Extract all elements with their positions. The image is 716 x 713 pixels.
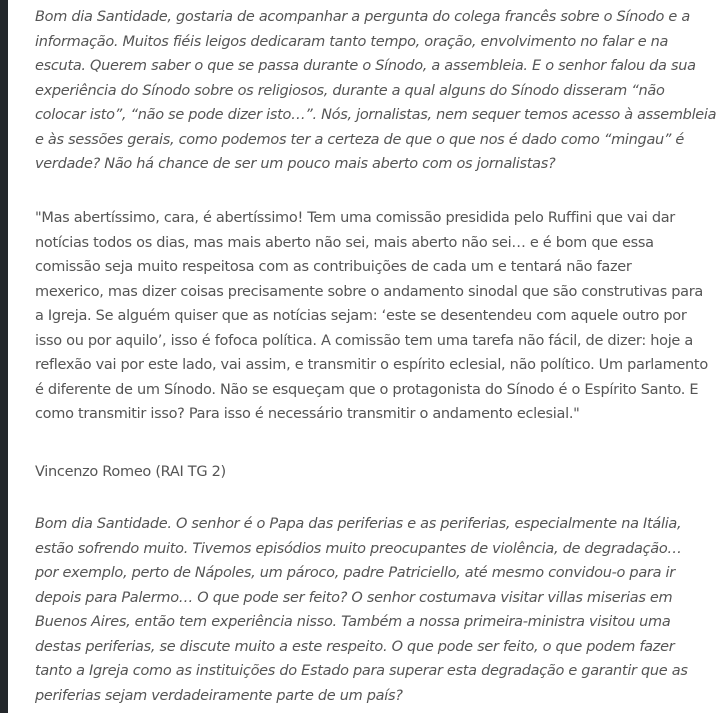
left-sidebar-bar	[0, 0, 8, 713]
speaker-name	[35, 460, 226, 485]
text-line: colocar isto”, “não se pode dizer isto…”. Nós, jornalistas, nem sequer temos acesso à assembleia	[35, 107, 716, 123]
text-line: reflexão vai por este lado, vai assim, e transmitir o espírito eclesial, não político. Um parlamento	[35, 357, 708, 373]
text-line: estão sofrendo muito. Tivemos episódios muito preocupantes de violência, de degradação…	[35, 540, 682, 557]
text-line: Bom dia Santidade. O senhor é o Papa das periferias e as periferias, especialmente na Itália,	[35, 516, 682, 532]
text-line: é diferente de um Sínodo. Não se esqueçam que o protagonista do Sínodo é o Espírito Santo. E	[35, 381, 699, 398]
text-line: comissão seja muito respeitosa com as contribuições de cada um e tentará não fazer	[35, 259, 632, 275]
text-line: depois para Palermo… O que pode ser feito? O senhor costumava visitar villas miserias em	[35, 589, 673, 606]
text-line: e às sessões gerais, como podemos ter a certeza de que o que nos é dado como “mingau” é	[35, 131, 685, 148]
text-line: Bom dia Santidade, gostaria de acompanhar a pergunta do colega francês sobre o Sínodo e a	[35, 9, 690, 25]
text-line: por exemplo, perto de Nápoles, um pároco, padre Patriciello, até mesmo convidou-o para ir	[35, 565, 675, 581]
text-line: destas periferias, se discute muito a este respeito. O que pode ser feito, o que podem fazer	[35, 638, 675, 655]
speaker-name-text: Vincenzo Romeo (RAI TG 2)	[35, 464, 226, 480]
text-line: Buenos Aires, então tem experiência nisso. Também a nossa primeira-ministra visitou uma	[35, 614, 671, 630]
text-line: como transmitir isso? Para isso é necessário transmitir o andamento eclesial."	[35, 406, 580, 422]
text-line: a Igreja. Se alguém quiser que as notícias sejam: ‘este se desentendeu com aquele outro por	[35, 308, 687, 324]
text-line: notícias todos os dias, mas mais aberto não sei, mais aberto não sei… e é bom que essa	[35, 234, 654, 251]
text-line: mexerico, mas dizer coisas precisamente sobre o andamento sinodal que são construtivas para	[35, 283, 704, 300]
question-paragraph-1	[35, 5, 716, 177]
text-line: isso ou por aquilo’, isso é fofoca política. A comissão tem uma tarefa não fácil, de dizer: hoje a	[35, 332, 693, 349]
text-line: escuta. Querem saber o que se passa durante o Sínodo, a assembleia. E o senhor falou da sua	[35, 58, 696, 74]
text-line: tanto a Igreja como as instituições do Estado para superar esta degradação e garantir que as	[35, 663, 688, 679]
text-line: "Mas abertíssimo, cara, é abertíssimo! Tem uma comissão presidida pelo Ruffini que vai dar	[35, 210, 675, 226]
text-line: experiência do Sínodo sobre os religiosos, durante a qual alguns do Sínodo disseram “não	[35, 82, 665, 99]
question-paragraph-2	[35, 512, 688, 708]
text-line: periferias sejam verdadeiramente parte de um país?	[35, 687, 403, 704]
text-line: informação. Muitos fiéis leigos dedicaram tanto tempo, oração, envolvimento no falar e na	[35, 33, 669, 50]
answer-paragraph-1	[35, 206, 708, 427]
text-line: verdade? Não há chance de ser um pouco mais aberto com os jornalistas?	[35, 156, 556, 172]
